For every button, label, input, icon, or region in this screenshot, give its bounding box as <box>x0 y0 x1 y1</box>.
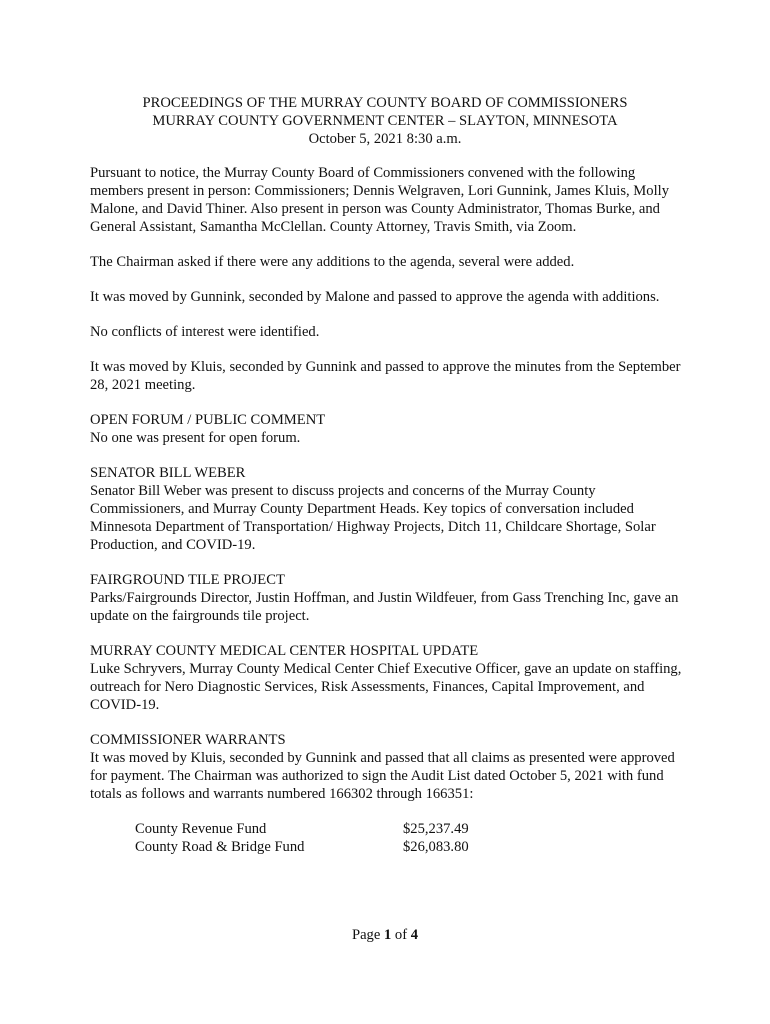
document-header <box>0 94 770 148</box>
page-number-total: 4 <box>410 927 419 943</box>
page-number-prefix: Page <box>351 927 384 943</box>
page-number <box>0 926 770 944</box>
attendance-paragraph: Pursuant to notice, the Murray County Board of Commissioners convened with the following members present in person: Commissioners; Dennis Welgraven, Lori Gunnink, James Kluis, Molly Malone, and David Thiner. Also present in person was County Administrator, Thomas Burke, and General Assistant, Samantha McClellan. County Attorney, Travis Smith, via Zoom. <box>90 165 669 235</box>
header-location-line: MURRAY COUNTY GOVERNMENT CENTER – SLAYTON, MINNESOTA <box>152 113 618 129</box>
fund-row <box>135 838 690 856</box>
page-number-current: 1 <box>383 927 392 943</box>
agenda-approval-paragraph: It was moved by Gunnink, seconded by Malone and passed to approve the agenda with additions. <box>90 289 660 305</box>
section-hospital-update <box>90 642 690 714</box>
header-title-line: PROCEEDINGS OF THE MURRAY COUNTY BOARD OF COMMISSIONERS <box>142 95 628 111</box>
section-text: Senator Bill Weber was present to discuss projects and concerns of the Murray County Commissioners, and Murray County Department Heads. Key topics of conversation included Minnesota Department of Transportation/ Highway Projects, Ditch 11, Childcare Shortage, Solar Production, and COVID-19. <box>90 483 656 553</box>
fund-amount: $25,237.49 <box>403 821 469 837</box>
agenda-additions-paragraph: The Chairman asked if there were any additions to the agenda, several were added. <box>90 254 575 270</box>
section-heading: MURRAY COUNTY MEDICAL CENTER HOSPITAL UPDATE <box>90 643 479 659</box>
fund-name: County Road & Bridge Fund <box>135 839 305 855</box>
section-text: No one was present for open forum. <box>90 430 301 446</box>
conflicts-paragraph: No conflicts of interest were identified. <box>90 324 320 340</box>
section-text: Luke Schryvers, Murray County Medical Center Chief Executive Officer, gave an update on staffing, outreach for Nero Diagnostic Services, Risk Assessments, Finances, Capital Improvement, and COVID-19. <box>90 661 682 713</box>
section-heading: OPEN FORUM / PUBLIC COMMENT <box>90 412 326 428</box>
section-open-forum <box>90 411 690 447</box>
fund-row <box>135 820 690 838</box>
fund-totals-list <box>135 820 690 856</box>
section-heading: FAIRGROUND TILE PROJECT <box>90 572 285 588</box>
section-heading: COMMISSIONER WARRANTS <box>90 732 286 748</box>
section-fairground-tile <box>90 571 690 625</box>
fund-name: County Revenue Fund <box>135 821 267 837</box>
section-senator-weber <box>90 464 690 554</box>
section-text: Parks/Fairgrounds Director, Justin Hoffman, and Justin Wildfeuer, from Gass Trenching Inc, gave an update on the fairgrounds tile project. <box>90 590 679 624</box>
page-number-separator: of <box>391 927 411 943</box>
section-text: It was moved by Kluis, seconded by Gunnink and passed that all claims as presented were approved for payment. The Chairman was authorized to sign the Audit List dated October 5, 2021 with fund totals as follows and warrants numbered 166302 through 166351: <box>90 750 675 802</box>
document-body <box>90 164 690 856</box>
section-heading: SENATOR BILL WEBER <box>90 465 246 481</box>
minutes-approval-paragraph: It was moved by Kluis, seconded by Gunnink and passed to approve the minutes from the September 28, 2021 meeting. <box>90 359 681 393</box>
fund-amount: $26,083.80 <box>403 839 469 855</box>
header-date-line: October 5, 2021 8:30 a.m. <box>308 131 462 147</box>
section-commissioner-warrants <box>90 731 690 803</box>
